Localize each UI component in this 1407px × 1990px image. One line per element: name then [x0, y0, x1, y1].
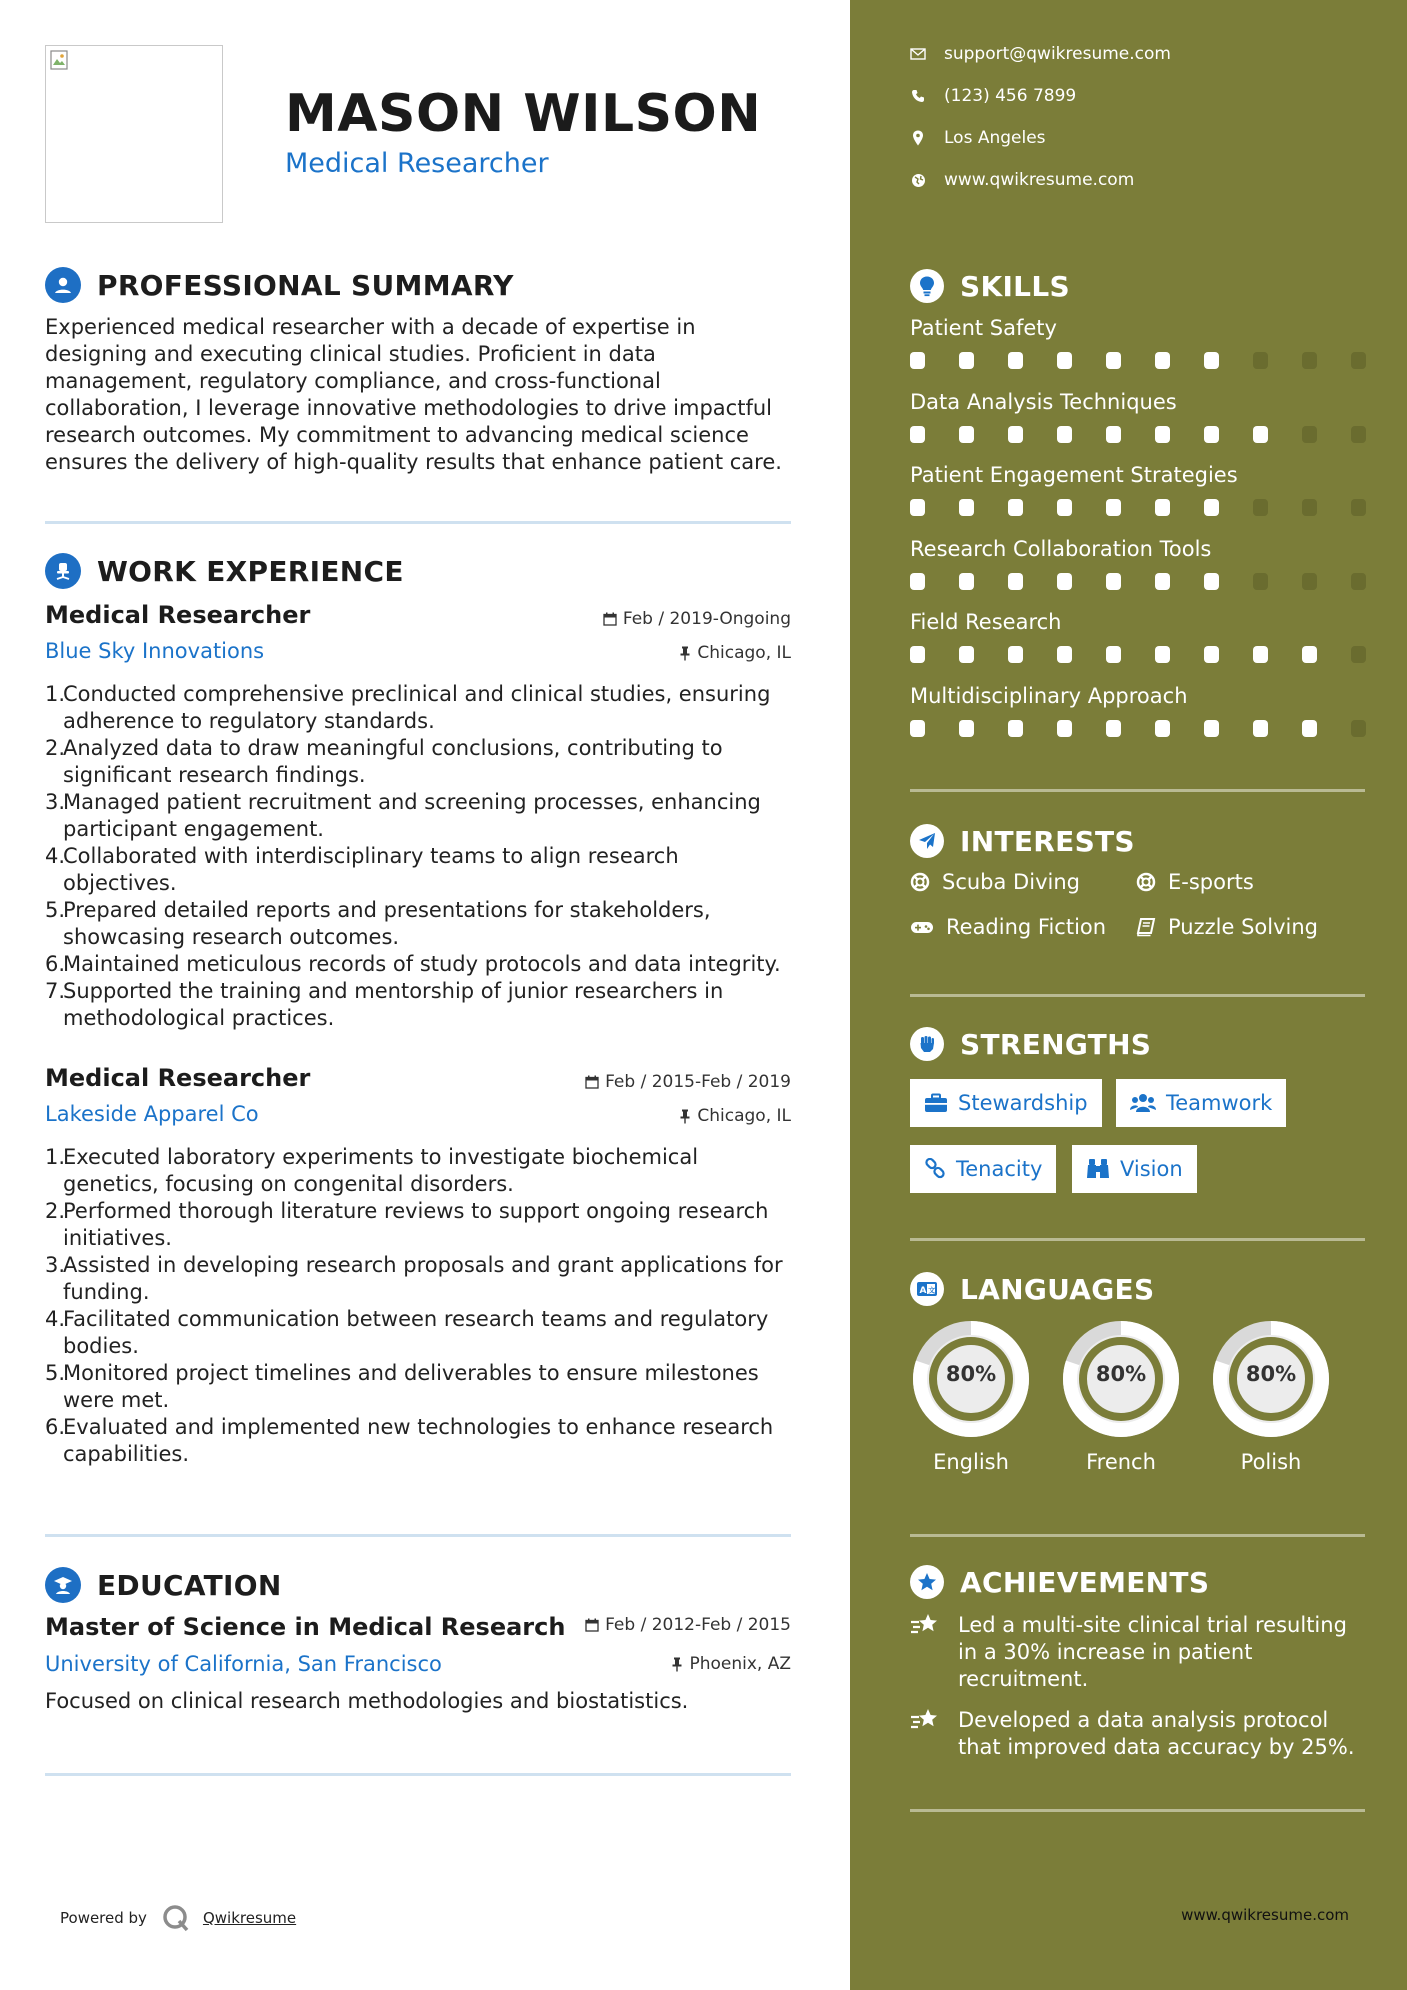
list-item: 2. Analyzed data to draw meaningful conclusions, contributing to significant research findings.	[45, 736, 723, 787]
section-divider	[910, 789, 1365, 792]
calendar-icon	[585, 1075, 599, 1089]
shooting-star-icon	[910, 1707, 940, 1733]
graduate-icon	[45, 1567, 81, 1603]
rating-dot	[959, 426, 974, 443]
rating-dot	[1253, 352, 1268, 369]
interest-item: Puzzle Solving	[1136, 915, 1318, 939]
strength-badge: Stewardship	[910, 1079, 1102, 1127]
profile-photo	[45, 45, 223, 223]
qwikresume-link[interactable]: Qwikresume	[202, 1909, 297, 1927]
rating-dot	[910, 499, 925, 516]
rating-dot	[1204, 573, 1219, 590]
rating-dot	[1253, 573, 1268, 590]
rating-dot	[1302, 499, 1317, 516]
contact-website-text[interactable]: www.qwikresume.com	[944, 170, 1135, 190]
rating-dot	[1302, 426, 1317, 443]
rating-dot	[1155, 499, 1170, 516]
rating-dot	[1106, 573, 1121, 590]
briefcase-icon	[924, 1093, 948, 1113]
footer-website[interactable]: www.qwikresume.com	[1181, 1906, 1349, 1924]
list-item: 5. Prepared detailed reports and presentations for stakeholders, showcasing research outcomes.	[45, 898, 711, 949]
job-title: Medical Researcher	[45, 1064, 311, 1092]
gamepad-icon	[910, 919, 934, 935]
life-ring-icon	[1136, 872, 1156, 892]
rating-dot	[1253, 426, 1268, 443]
languages-heading: LANGUAGES	[960, 1272, 1155, 1306]
rating-dot	[1008, 573, 1023, 590]
rating-dot	[1106, 646, 1121, 663]
job-bullets	[45, 1144, 795, 1468]
section-divider	[45, 521, 791, 524]
interest-item: Reading Fiction	[910, 915, 1106, 939]
qwikresume-logo-icon	[161, 1903, 191, 1933]
experience-header	[45, 553, 404, 589]
language-percent: 80%	[945, 1362, 997, 1386]
language-name: English	[933, 1450, 1009, 1474]
powered-by	[60, 1903, 296, 1933]
section-divider	[910, 1238, 1365, 1241]
language-item	[910, 1318, 1032, 1474]
summary-header	[45, 267, 514, 303]
language-name: French	[1086, 1450, 1156, 1474]
rating-dot	[1302, 352, 1317, 369]
job-location-text: Chicago, IL	[697, 643, 791, 663]
paper-plane-icon	[910, 824, 944, 858]
skill-label: Patient Engagement Strategies	[910, 463, 1238, 487]
rating-dot	[959, 573, 974, 590]
school-name: University of California, San Francisco	[45, 1652, 442, 1676]
strengths-heading: STRENGTHS	[960, 1027, 1152, 1061]
rating-dot	[959, 352, 974, 369]
rating-dot	[1204, 426, 1219, 443]
achievements-header	[910, 1565, 1209, 1599]
rating-dot	[1155, 646, 1170, 663]
job-company: Blue Sky Innovations	[45, 639, 265, 663]
skill-label: Patient Safety	[910, 316, 1057, 340]
achievement-item: Developed a data analysis protocol that improved data accuracy by 25%.	[910, 1707, 1360, 1761]
job-location-text: Chicago, IL	[697, 1106, 791, 1126]
rating-dot	[1253, 720, 1268, 737]
rating-dot	[1204, 646, 1219, 663]
interest-item: E-sports	[1136, 870, 1254, 894]
section-divider	[45, 1773, 791, 1776]
map-marker-icon	[910, 130, 926, 146]
globe-icon	[910, 172, 926, 188]
broken-image-icon	[48, 48, 72, 72]
rating-dot	[1155, 573, 1170, 590]
strength-badge: Teamwork	[1116, 1079, 1286, 1127]
rating-dot	[1057, 426, 1072, 443]
rating-dot	[1351, 426, 1366, 443]
rating-dot	[1008, 426, 1023, 443]
contact-location-text: Los Angeles	[944, 128, 1046, 148]
shooting-star-icon	[910, 1612, 940, 1638]
job-dates	[585, 1072, 791, 1092]
rating-dot	[959, 499, 974, 516]
education-dates	[585, 1615, 791, 1635]
summary-heading: PROFESSIONAL SUMMARY	[97, 268, 514, 302]
rating-dot	[1008, 646, 1023, 663]
svg-text:文: 文	[928, 1286, 936, 1295]
pin-icon	[679, 1109, 691, 1124]
languages-header	[910, 1272, 1154, 1306]
job-bullets	[45, 681, 795, 1032]
contact-email-text[interactable]: support@qwikresume.com	[944, 44, 1171, 64]
job-dates-text: Feb / 2019-Ongoing	[622, 609, 791, 629]
rating-dot	[1057, 646, 1072, 663]
rating-dot	[1302, 720, 1317, 737]
rating-dot	[910, 573, 925, 590]
strength-badge: Vision	[1072, 1145, 1197, 1193]
rating-dot	[959, 646, 974, 663]
rating-dot	[1351, 499, 1366, 516]
education-heading: EDUCATION	[97, 1568, 282, 1602]
rating-dot	[910, 646, 925, 663]
section-divider	[45, 1534, 791, 1537]
rating-dot	[1155, 426, 1170, 443]
list-item: 5. Monitored project timelines and deliverables to ensure milestones were met.	[45, 1361, 759, 1412]
achievements-heading: ACHIEVEMENTS	[960, 1565, 1210, 1599]
calendar-icon	[585, 1618, 599, 1632]
pin-icon	[671, 1657, 683, 1672]
language-item	[1060, 1318, 1182, 1474]
lightbulb-icon	[910, 269, 944, 303]
strength-badge: Tenacity	[910, 1145, 1056, 1193]
binoculars-icon	[1086, 1158, 1110, 1180]
rating-dot	[1302, 646, 1317, 663]
rating-dot	[1204, 499, 1219, 516]
job-location	[679, 643, 791, 663]
language-name: Polish	[1240, 1450, 1302, 1474]
rating-dot	[1351, 720, 1366, 737]
user-icon	[45, 267, 81, 303]
rating-dot	[1008, 352, 1023, 369]
rating-dot	[1204, 352, 1219, 369]
skill-label: Data Analysis Techniques	[910, 390, 1177, 414]
rating-dot	[1155, 352, 1170, 369]
rating-dot	[1057, 720, 1072, 737]
job-title: Medical Researcher	[45, 601, 311, 629]
rating-dot	[1351, 573, 1366, 590]
book-icon	[1136, 917, 1156, 937]
summary-text: Experienced medical researcher with a decade of expertise in designing and executing clinical studies. Proficient in data management, regulatory compliance, and cross-functional collaboration, I leverage innovative methodologies to drive impactful research outcomes. My commitment to advancing medical science ensures the delivery of high-quality results that enhance patient care.	[45, 315, 782, 474]
calendar-icon	[603, 612, 617, 626]
job-dates	[603, 609, 791, 629]
rating-dot	[1106, 426, 1121, 443]
powered-by-label: Powered by	[60, 1909, 147, 1927]
section-divider	[910, 1809, 1365, 1812]
list-item: 1. Conducted comprehensive preclinical and clinical studies, ensuring adherence to regulatory standards.	[45, 682, 771, 733]
skill-rating	[910, 426, 1400, 443]
skills-header	[910, 269, 1070, 303]
education-location	[671, 1654, 791, 1674]
job-company: Lakeside Apparel Co	[45, 1102, 259, 1126]
achievement-item: Led a multi-site clinical trial resulting in a 30% increase in patient recruitment.	[910, 1612, 1360, 1693]
rating-dot	[1253, 646, 1268, 663]
rating-dot	[1155, 720, 1170, 737]
experience-heading: WORK EXPERIENCE	[97, 554, 404, 588]
skill-rating	[910, 646, 1400, 663]
rating-dot	[910, 720, 925, 737]
rating-dot	[1008, 499, 1023, 516]
list-item: 3. Assisted in developing research proposals and grant applications for funding.	[45, 1253, 783, 1304]
skill-label: Field Research	[910, 610, 1062, 634]
rating-dot	[1302, 573, 1317, 590]
section-divider	[910, 1534, 1365, 1537]
pin-icon	[679, 646, 691, 661]
rating-dot	[1106, 720, 1121, 737]
rating-dot	[1057, 352, 1072, 369]
rating-dot	[1106, 499, 1121, 516]
skill-label: Research Collaboration Tools	[910, 537, 1212, 561]
rating-dot	[1253, 499, 1268, 516]
candidate-name: MASON WILSON	[285, 84, 762, 144]
degree-title: Master of Science in Medical Research	[45, 1613, 566, 1641]
star-badge-icon	[910, 1565, 944, 1599]
link-icon	[924, 1158, 946, 1180]
list-item: 6. Evaluated and implemented new technologies to enhance research capabilities.	[45, 1415, 774, 1466]
interest-item: Scuba Diving	[910, 870, 1080, 894]
rating-dot	[1351, 646, 1366, 663]
phone-icon	[910, 88, 926, 104]
list-item: 2. Performed thorough literature reviews to support ongoing research initiatives.	[45, 1199, 769, 1250]
skill-rating	[910, 499, 1400, 516]
list-item: 7. Supported the training and mentorship of junior researchers in methodological practices.	[45, 979, 724, 1030]
rating-dot	[1057, 573, 1072, 590]
strengths-header	[910, 1027, 1151, 1061]
list-item: 1. Executed laboratory experiments to investigate biochemical genetics, focusing on congenital disorders.	[45, 1145, 699, 1196]
skills-heading: SKILLS	[960, 269, 1070, 303]
contact-email	[910, 44, 1171, 64]
interests-header	[910, 824, 1135, 858]
language-percent: 80%	[1095, 1362, 1147, 1386]
rating-dot	[1106, 352, 1121, 369]
envelope-icon	[910, 46, 926, 62]
list-item: 3. Managed patient recruitment and screening processes, enhancing participant engagement.	[45, 790, 761, 841]
life-ring-icon	[910, 872, 930, 892]
candidate-role: Medical Researcher	[285, 148, 549, 179]
skill-label: Multidisciplinary Approach	[910, 684, 1188, 708]
sidebar	[850, 0, 1407, 1990]
job-dates-text: Feb / 2015-Feb / 2019	[605, 1072, 791, 1092]
svg-text:A: A	[919, 1286, 927, 1296]
rating-dot	[910, 426, 925, 443]
skill-rating	[910, 720, 1400, 737]
education-description: Focused on clinical research methodologies and biostatistics.	[45, 1689, 689, 1713]
rating-dot	[959, 720, 974, 737]
contact-website	[910, 170, 1134, 190]
skill-rating	[910, 352, 1400, 369]
contact-phone	[910, 86, 1076, 106]
language-icon	[910, 1272, 944, 1306]
office-chair-icon	[45, 553, 81, 589]
education-dates-text: Feb / 2012-Feb / 2015	[605, 1615, 791, 1635]
language-item	[1210, 1318, 1332, 1474]
education-header	[45, 1567, 282, 1603]
contact-location	[910, 128, 1046, 148]
rating-dot	[1057, 499, 1072, 516]
contact-phone-text: (123) 456 7899	[944, 86, 1077, 106]
rating-dot	[1351, 352, 1366, 369]
rating-dot	[1204, 720, 1219, 737]
fist-icon	[910, 1027, 944, 1061]
language-percent: 80%	[1245, 1362, 1297, 1386]
education-location-text: Phoenix, AZ	[689, 1654, 791, 1674]
rating-dot	[910, 352, 925, 369]
list-item: 4. Facilitated communication between research teams and regulatory bodies.	[45, 1307, 769, 1358]
interests-heading: INTERESTS	[960, 824, 1135, 858]
list-item: 4. Collaborated with interdisciplinary teams to align research objectives.	[45, 844, 679, 895]
rating-dot	[1008, 720, 1023, 737]
users-icon	[1130, 1093, 1156, 1113]
job-location	[679, 1106, 791, 1126]
skill-rating	[910, 573, 1400, 590]
section-divider	[910, 994, 1365, 997]
list-item: 6. Maintained meticulous records of study protocols and data integrity.	[45, 952, 781, 976]
